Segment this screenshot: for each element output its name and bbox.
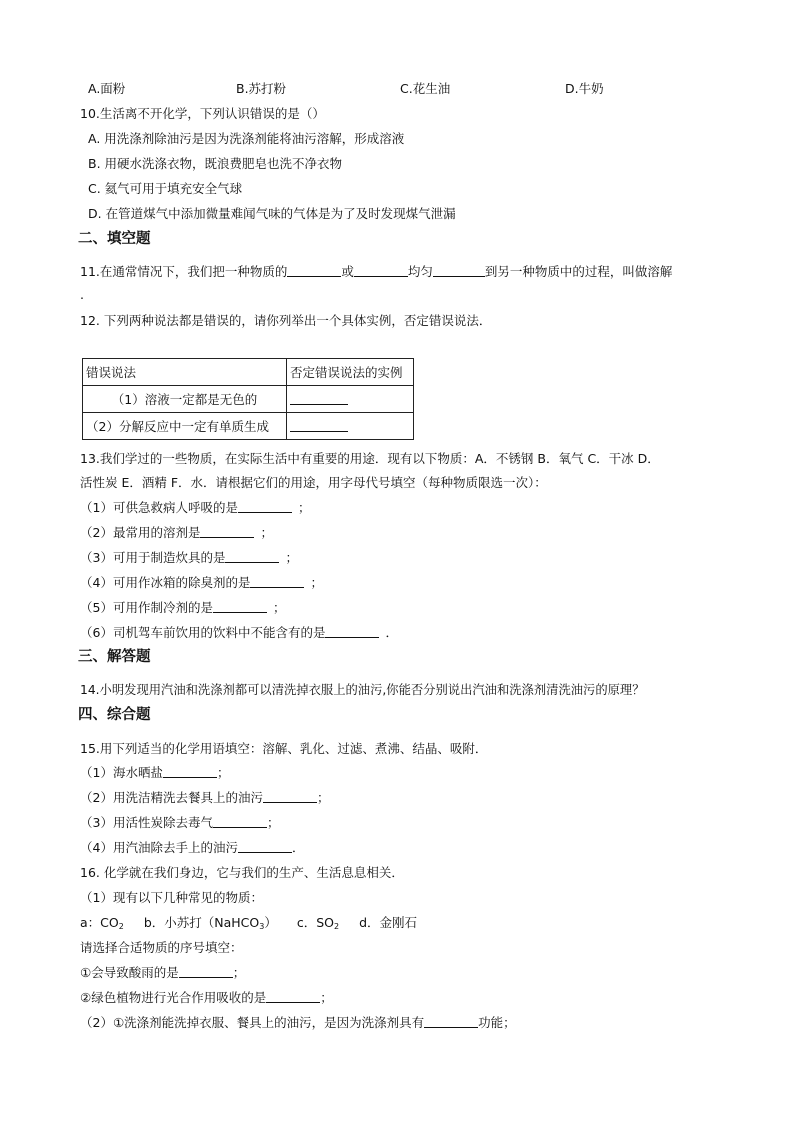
answer-blank[interactable] [354, 264, 408, 277]
answer-blank[interactable] [213, 815, 267, 828]
q13-stem-line-1: 13.我们学过的一些物质，在实际生活中有重要的用途．现有以下物质：A．不锈钢 B．氧气 C．干冰 D． [80, 451, 660, 466]
q9-option-c: C.花生油 [400, 81, 451, 96]
answer-blank[interactable] [287, 264, 341, 277]
answer-blank[interactable] [290, 392, 348, 405]
q11-period: . [80, 287, 84, 302]
q15-item: （1）海水晒盐 ； [80, 765, 230, 780]
q13-stem-line-2: 活性炭 E．酒精 F．水．请根据它们的用途，用字母代号填空（每种物质限选一次）： [80, 475, 547, 490]
answer-blank[interactable] [163, 765, 217, 778]
answer-blank[interactable] [266, 990, 320, 1003]
answer-blank[interactable] [225, 550, 279, 563]
answer-blank[interactable] [290, 419, 348, 432]
q9-option-a: A.面粉 [88, 81, 126, 96]
q15-item: （3）用活性炭除去毒气 ； [80, 815, 280, 830]
q12-stem: 12. 下列两种说法都是错误的，请你列举出一个具体实例，否定错误说法． [80, 313, 492, 328]
q11-line [80, 263, 672, 281]
q10-option-b: B. 用硬水洗涤衣物，既浪费肥皂也洗不净衣物 [88, 156, 343, 171]
section-heading-short-answer: 三、解答题 [78, 649, 151, 665]
answer-blank[interactable] [250, 575, 304, 588]
q12-table [82, 358, 414, 440]
q11-text-4: 到另一种物质中的过程，叫做溶解 [484, 264, 673, 279]
q16-substances [80, 914, 417, 936]
substance-a: a：$CO_2$ [80, 915, 124, 931]
table-header-wrong-statement: 错误说法 [83, 359, 287, 386]
table-row-2-statement: （2）分解反应中一定有单质生成 [83, 413, 287, 440]
answer-blank[interactable] [238, 840, 292, 853]
table-row-1-answer[interactable] [287, 386, 414, 413]
section-heading-comprehensive: 四、综合题 [78, 707, 151, 723]
table-header-counter-example: 否定错误说法的实例 [287, 359, 414, 386]
answer-blank[interactable] [433, 264, 485, 277]
q11-text-2: 或 [341, 264, 354, 279]
answer-blank[interactable] [179, 965, 233, 978]
q11-text-3: 均匀 [407, 264, 433, 279]
table-row-1-statement: （1）溶液一定都是无色的 [83, 386, 287, 413]
q16-sub-2: ②绿色植物进行光合作用吸收的是 ； [80, 990, 333, 1005]
q16-instruction: 请选择合适物质的序号填空： [80, 940, 243, 955]
q13-item: （1）可供急救病人呼吸的是 ； [80, 500, 311, 515]
substance-b: b．小苏打（NaHCO$_3$） [143, 915, 277, 931]
table-row-2-answer[interactable] [287, 413, 414, 440]
q16-part-1: （1）现有以下几种常见的物质： [80, 890, 263, 905]
answer-blank[interactable] [325, 625, 379, 638]
q15-item: （2）用洗洁精洗去餐具上的油污 ； [80, 790, 330, 805]
q13-item: （4）可用作冰箱的除臭剂的是 ； [80, 575, 323, 590]
q15-stem: 15.用下列适当的化学用语填空：溶解、乳化、过滤、煮沸、结晶、吸附． [80, 741, 488, 756]
substance-d: d．金刚石 [359, 915, 418, 930]
q16-part-2: （2）①洗涤剂能洗掉衣服、餐具上的油污，是因为洗涤剂具有 功能； [80, 1015, 516, 1030]
q16-stem: 16. 化学就在我们身边，它与我们的生产、生活息息相关． [80, 865, 404, 880]
q9-option-b: B.苏打粉 [236, 81, 287, 96]
substance-c: c．$SO_2$ [296, 915, 340, 931]
q13-item: （3）可用于制造炊具的是 ； [80, 550, 298, 565]
section-heading-fill-in: 二、填空题 [78, 231, 151, 247]
answer-blank[interactable] [263, 790, 317, 803]
q13-item: （5）可用作制冷剂的是 ； [80, 600, 286, 615]
answer-blank[interactable] [200, 525, 254, 538]
q10-option-c: C. 氦气可用于填充安全气球 [88, 181, 243, 196]
q10-option-d: D. 在管道煤气中添加微量难闻气味的气体是为了及时发现煤气泄漏 [88, 206, 456, 221]
q13-item: （6）司机驾车前饮用的饮料中不能含有的是 ． [80, 625, 398, 640]
q16-sub-1: ①会导致酸雨的是 ； [80, 965, 246, 980]
answer-blank[interactable] [238, 500, 292, 513]
q15-item: （4）用汽油除去手上的油污 ． [80, 840, 305, 855]
answer-blank[interactable] [424, 1015, 478, 1028]
q11-text-1: 11.在通常情况下，我们把一种物质的 [80, 264, 288, 279]
answer-blank[interactable] [213, 600, 267, 613]
q14-stem: 14.小明发现用汽油和洗涤剂都可以清洗掉衣服上的油污,你能否分别说出汽油和洗涤剂清洗油污的原理？ [80, 683, 645, 697]
q10-option-a: A. 用洗涤剂除油污是因为洗涤剂能将油污溶解，形成溶液 [88, 131, 405, 146]
q10-stem: 10.生活离不开化学，下列认识错误的是（） [80, 106, 325, 121]
q9-option-d: D.牛奶 [565, 81, 604, 96]
q13-item: （2）最常用的溶剂是 ； [80, 525, 273, 540]
